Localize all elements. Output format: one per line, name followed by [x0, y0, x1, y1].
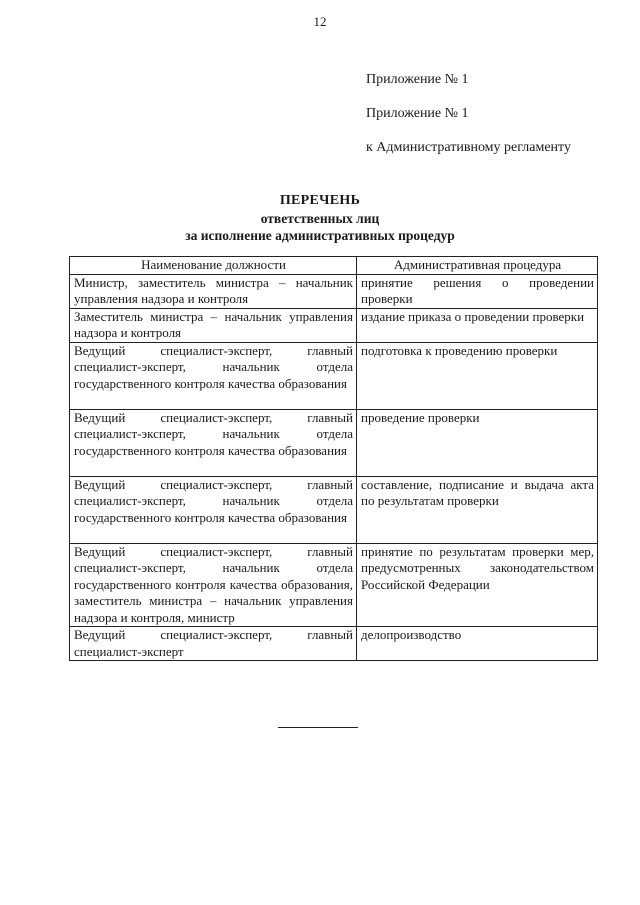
table-row: [70, 543, 598, 627]
document-title: [0, 192, 640, 244]
title-subtitle-2: за исполнение административных процедур: [185, 228, 455, 243]
title-subtitle-1: ответственных лиц: [260, 211, 380, 226]
cell-position: Ведущий специалист-эксперт, главный специалист-эксперт, начальник отдела государственного контроля качества образования: [70, 342, 357, 409]
table-row: [70, 409, 598, 476]
cell-procedure: принятие решения о проведении проверки: [357, 274, 598, 308]
cell-procedure: делопроизводство: [357, 627, 598, 661]
cell-procedure: проведение проверки: [357, 409, 598, 476]
cell-position: Ведущий специалист-эксперт, главный специалист-эксперт, начальник отдела государственного контроля качества образования, заместитель министра – начальник управления надзора и контроля, министр: [70, 543, 357, 627]
cell-procedure: составление, подписание и выдача акта по результатам проверки: [357, 476, 598, 543]
table-row: [70, 627, 598, 661]
page-number: 12: [313, 14, 327, 29]
table-row: [70, 274, 598, 308]
table-header-row: [70, 257, 598, 275]
cell-procedure: принятие по результатам проверки мер, предусмотренных законодательством Российской Федерации: [357, 543, 598, 627]
table-row: [70, 308, 598, 342]
cell-position: Ведущий специалист-эксперт, главный специалист-эксперт, начальник отдела государственного контроля качества образования: [70, 476, 357, 543]
appendix-label-repeat: Приложение № 1: [366, 106, 469, 121]
cell-position: Министр, заместитель министра – начальник управления надзора и контроля: [70, 274, 357, 308]
appendix-reference: к Административному регламенту: [366, 140, 571, 155]
table-row: [70, 476, 598, 543]
cell-position: Заместитель министра – начальник управления надзора и контроля: [70, 308, 357, 342]
title-main: ПЕРЕЧЕНЬ: [279, 193, 361, 208]
table-row: [70, 342, 598, 409]
cell-position: Ведущий специалист-эксперт, главный специалист-эксперт, начальник отдела государственного контроля качества образования: [70, 409, 357, 476]
cell-procedure: подготовка к проведению проверки: [357, 342, 598, 409]
end-divider: [278, 727, 358, 728]
header-position: Наименование должности: [70, 257, 357, 275]
cell-procedure: издание приказа о проведении проверки: [357, 308, 598, 342]
header-procedure: Административная процедура: [357, 257, 598, 275]
cell-position: Ведущий специалист-эксперт, главный специалист-эксперт: [70, 627, 357, 661]
responsibility-table: [69, 256, 598, 661]
appendix-label: Приложение № 1: [366, 72, 469, 87]
